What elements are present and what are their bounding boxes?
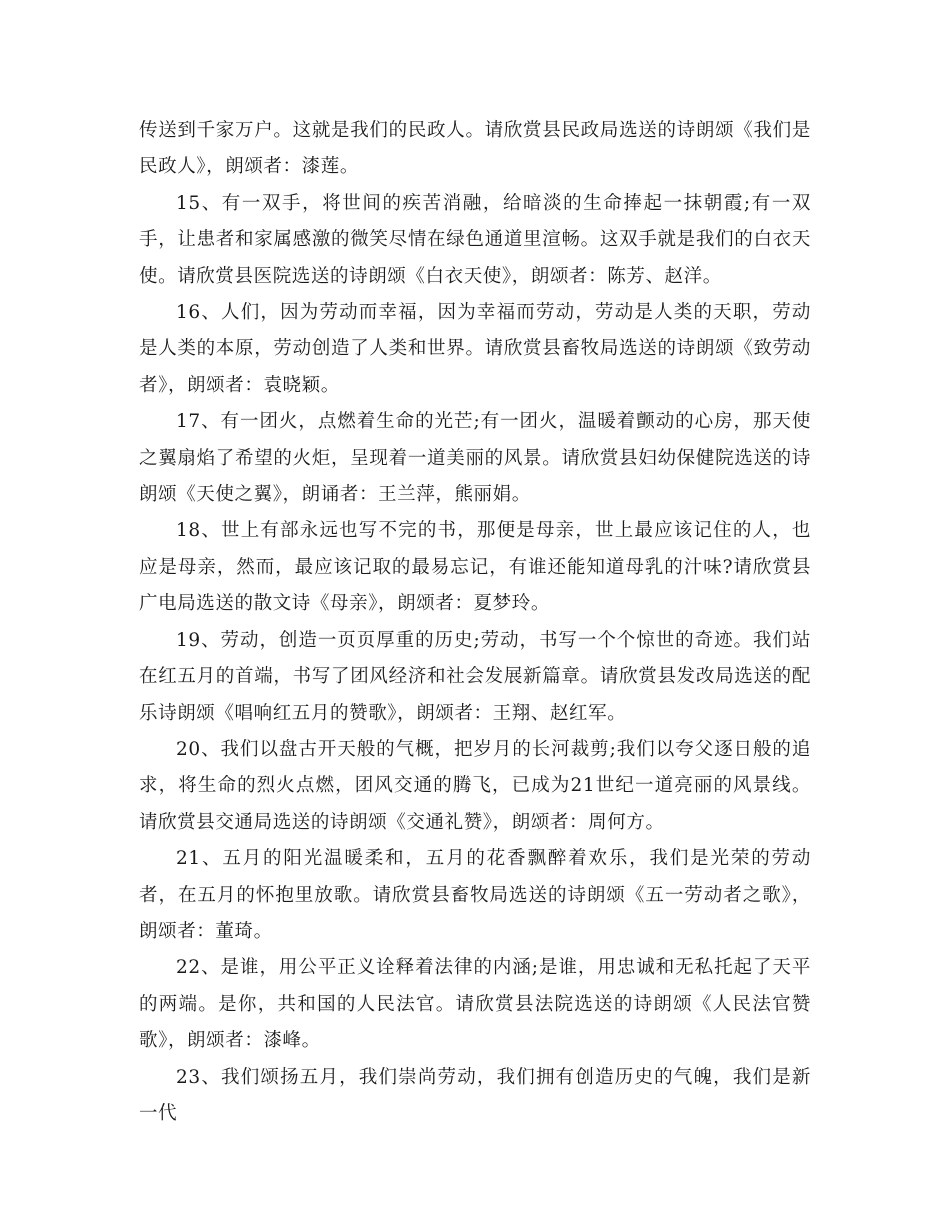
paragraph: 18、世上有部永远也写不完的书，那便是母亲，世上最应该记住的人，也应是母亲，然而，最应该记取的最易忘记，有谁还能知道母乳的汁味?请欣赏县广电局选送的散文诗《母亲》，朗颂者：夏梦玲。 <box>139 520 811 615</box>
paragraph: 23、我们颂扬五月，我们崇尚劳动，我们拥有创造历史的气魄，我们是新一代 <box>139 1066 811 1124</box>
document-body <box>139 113 811 1132</box>
paragraph: 传送到千家万户。这就是我们的民政人。请欣赏县民政局选送的诗朗颂《我们是民政人》，朗颂者：漆莲。 <box>139 120 811 178</box>
paragraph: 15、有一双手，将世间的疾苦消融，给暗淡的生命捧起一抹朝霞;有一双手，让患者和家属感激的微笑尽情在绿色通道里渲畅。这双手就是我们的白衣天使。请欣赏县医院选送的诗朗颂《白衣天使》，朗颂者：陈芳、赵洋。 <box>139 192 811 287</box>
paragraph: 22、是谁，用公平正义诠释着法律的内涵;是谁，用忠诚和无私托起了天平的两端。是你，共和国的人民法官。请欣赏县法院选送的诗朗颂《人民法官赞歌》，朗颂者：漆峰。 <box>139 957 811 1052</box>
paragraph: 17、有一团火，点燃着生命的光芒;有一团火，温暖着颤动的心房，那天使之翼扇焰了希望的火炬，呈现着一道美丽的风景。请欣赏县妇幼保健院选送的诗朗颂《天使之翼》，朗诵者：王兰萍，熊丽娟。 <box>139 411 811 506</box>
paragraph: 19、劳动，创造一页页厚重的历史;劳动，书写一个个惊世的奇迹。我们站在红五月的首端，书写了团风经济和社会发展新篇章。请欣赏县发改局选送的配乐诗朗颂《唱响红五月的赞歌》，朗颂者：王翔、赵红军。 <box>139 629 811 724</box>
paragraph: 20、我们以盘古开天般的气概，把岁月的长河裁剪;我们以夸父逐日般的追求，将生命的烈火点燃，团风交通的腾飞，已成为21世纪一道亮丽的风景线。请欣赏县交通局选送的诗朗颂《交通礼赞》，朗颂者：周何方。 <box>139 738 811 833</box>
paragraph: 16、人们，因为劳动而幸福，因为幸福而劳动，劳动是人类的天职，劳动是人类的本原，劳动创造了人类和世界。请欣赏县畜牧局选送的诗朗颂《致劳动者》，朗颂者：袁晓颖。 <box>139 302 811 396</box>
paragraph: 21、五月的阳光温暖柔和，五月的花香飘醉着欢乐，我们是光荣的劳动者，在五月的怀抱里放歌。请欣赏县畜牧局选送的诗朗颂《五一劳动者之歌》，朗颂者：董琦。 <box>139 848 811 942</box>
